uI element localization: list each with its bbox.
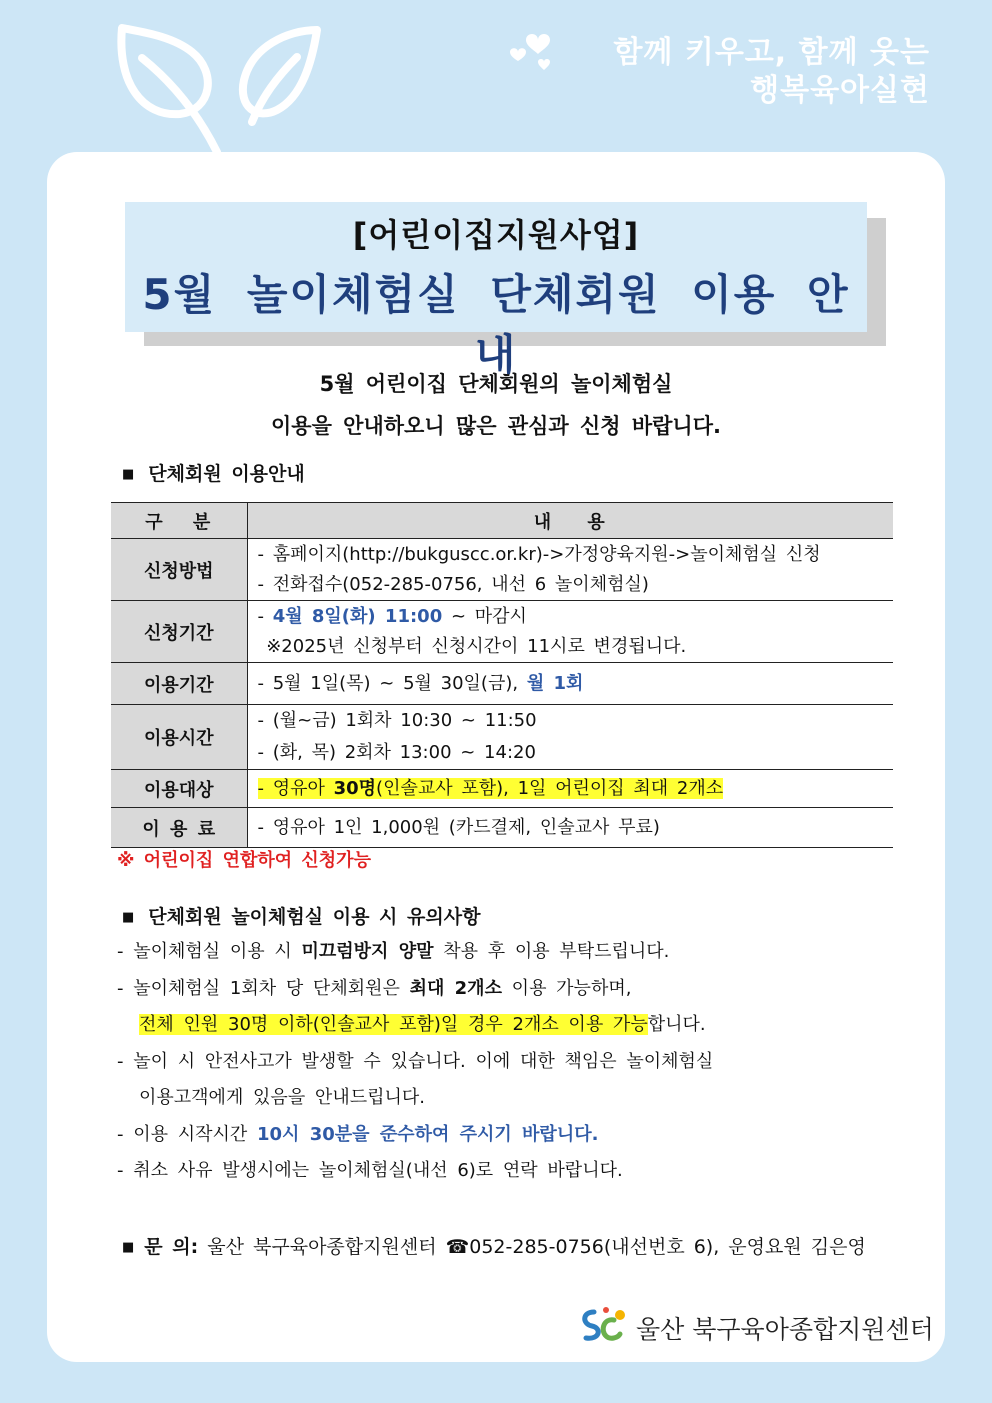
caution-item-socks: [117, 934, 877, 971]
center-logo-icon: [580, 1306, 628, 1346]
group-apply-note: ※ 어린이집 연합하여 신청가능: [117, 850, 371, 871]
square-bullet-icon: ■: [122, 910, 135, 925]
target-count: 30명: [333, 777, 377, 799]
target-part-3: (인솔교사 포함), 1일 어린이집 최대 2개소: [376, 777, 724, 799]
caution-item-safety-cont: 이용고객에게 있음을 안내드립니다.: [139, 1087, 425, 1108]
table-row: [111, 601, 893, 663]
row-label-use-time: 이용시간: [111, 705, 247, 770]
caution-item-capacity-cont: [117, 1007, 877, 1044]
title-box: [125, 202, 867, 379]
caution-4b: 10시 30분을 준수하여 주시기 바랍니다.: [257, 1123, 599, 1145]
square-bullet-icon: ■: [122, 1240, 135, 1255]
row-value-use-period: [247, 663, 893, 705]
use-time-session-1: - (월~금) 1회차 10:30 ~ 11:50: [257, 710, 537, 731]
slogan: [613, 34, 930, 110]
caution-1a: - 놀이체험실 이용 시: [117, 941, 302, 962]
caution-2a: - 놀이체험실 1회차 당 단체회원은: [117, 977, 410, 999]
use-time-session-2: - (화, 목) 2회차 13:00 ~ 14:20: [257, 742, 536, 763]
table-row: [111, 705, 893, 770]
row-value-apply-method: [247, 539, 893, 601]
caution-2e: 합니다.: [647, 1014, 706, 1035]
apply-period-note: ※2025년 신청부터 신청시간이 11시로 변경됩니다.: [257, 635, 687, 657]
table-header-category: 구 분: [111, 503, 247, 539]
intro-line-1: 5월 어린이집 단체회원의 놀이체험실: [319, 372, 673, 396]
table-row: [111, 808, 893, 848]
row-value-apply-period: [247, 601, 893, 663]
square-bullet-icon: ■: [122, 467, 135, 482]
row-value-use-time: [247, 705, 893, 770]
table-row: [111, 770, 893, 808]
table-header-content: 내 용: [247, 503, 893, 539]
section-heading-caution: [122, 902, 480, 929]
caution-4a: - 이용 시작시간: [117, 1123, 257, 1145]
caution-1b: 미끄럼방지 양말: [301, 941, 434, 962]
row-label-apply-method: 신청방법: [111, 539, 247, 601]
caution-list: [117, 934, 877, 1190]
hearts-icon: [508, 26, 568, 74]
apply-period-start: 4월 8일(화) 11:00: [272, 605, 443, 627]
row-label-apply-period: 신청기간: [111, 601, 247, 663]
table-header-row: [111, 503, 893, 539]
footer-org-name: 울산 북구육아종합지원센터: [636, 1315, 934, 1344]
contact-label: 문 의:: [144, 1236, 199, 1258]
apply-method-phone: - 전화접수(052-285-0756, 내선 6 놀이체험실): [257, 573, 649, 595]
target-part-1: - 영유아: [257, 777, 334, 799]
table-row: [111, 663, 893, 705]
contact-info: [122, 1232, 866, 1259]
row-label-use-period: 이용기간: [111, 663, 247, 705]
row-value-fee: - 영유아 1인 1,000원 (카드결제, 인솔교사 무료): [247, 808, 893, 848]
use-period-frequency: 월 1회: [526, 672, 584, 694]
slogan-line-2: 행복육아실현: [750, 73, 930, 108]
section-heading-caution-text: 단체회원 놀이체험실 이용 시 유의사항: [148, 906, 481, 928]
contact-text: 울산 북구육아종합지원센터 ☎052-285-0756(내선번호 6), 운영요원 김은영: [198, 1236, 866, 1258]
use-period-text: - 5월 1일(목) ~ 5월 30일(금),: [257, 672, 527, 694]
apply-period-prefix: -: [257, 605, 273, 627]
caution-1c: 착용 후 이용 부탁드립니다.: [433, 941, 670, 962]
caution-item-cancel: - 취소 사유 발생시에는 놀이체험실(내선 6)로 연락 바랍니다.: [117, 1160, 623, 1181]
row-label-target: 이용대상: [111, 770, 247, 808]
title-line-1: [어린이집지원사업]: [352, 216, 640, 254]
section-heading-usage-text: 단체회원 이용안내: [148, 463, 305, 485]
apply-period-end: ~ 마감시: [442, 605, 527, 627]
caution-item-capacity: [117, 971, 877, 1008]
title-line-2: 5월 놀이체험실 단체회원 이용 안내: [142, 270, 850, 379]
caution-item-safety: - 놀이 시 안전사고가 발생할 수 있습니다. 이에 대한 책임은 놀이체험실: [117, 1050, 714, 1072]
slogan-line-1: 함께 키우고, 함께 웃는: [613, 35, 930, 70]
caution-2b: 최대 2개소: [409, 977, 502, 999]
apply-period-line: [258, 602, 894, 632]
section-heading-usage: [122, 459, 305, 486]
caution-2c: 이용 가능하며,: [501, 977, 632, 999]
apply-method-homepage: - 홈페이지(http://bukguscc.or.kr)->가정양육지원->놀이체험실 신청: [257, 543, 821, 565]
leaf-outline-icon: [112, 22, 332, 157]
row-label-fee: 이 용 료: [111, 808, 247, 848]
target-highlight: [258, 778, 724, 799]
intro-line-2: 이용을 안내하오니 많은 관심과 신청 바랍니다.: [271, 414, 721, 438]
caution-2d: 전체 인원 30명 이하(인솔교사 포함)일 경우 2개소 이용 가능: [139, 1014, 648, 1035]
table-row: [111, 539, 893, 601]
usage-table: [111, 502, 893, 848]
row-value-target: [247, 770, 893, 808]
caution-item-start-time: [117, 1117, 877, 1154]
